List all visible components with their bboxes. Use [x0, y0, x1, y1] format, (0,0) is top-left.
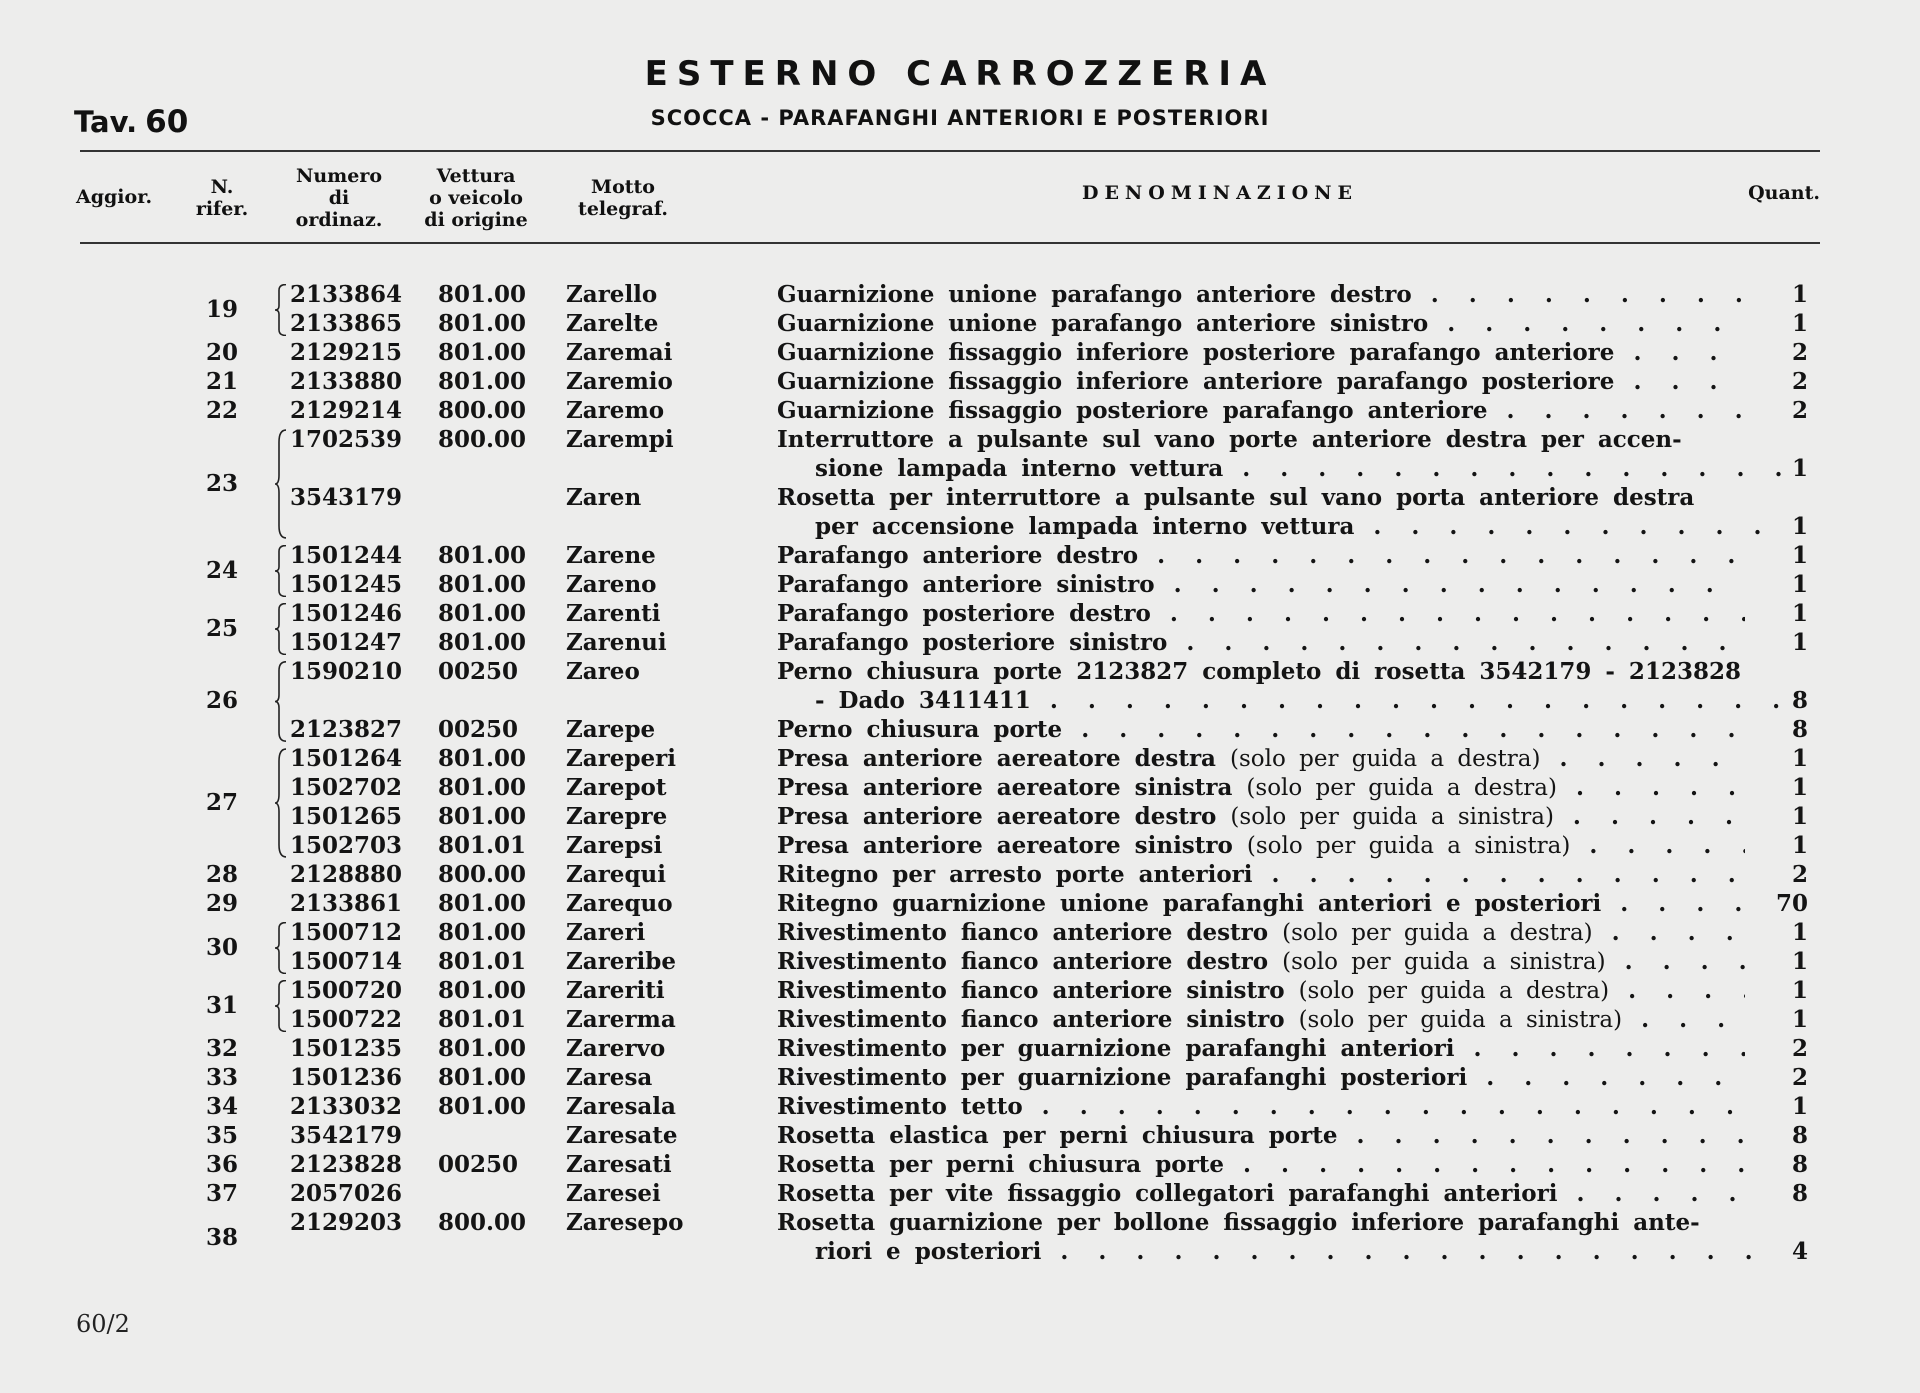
description: [777, 483, 1745, 512]
description-text: Rivestimento fianco anteriore destro: [777, 948, 1269, 975]
description: [777, 338, 1745, 367]
table-row: [0, 454, 1920, 483]
vehicle-origin: 800.00: [438, 1209, 527, 1236]
telegraph-code: Zarepsi: [566, 832, 663, 859]
description-text: Presa anteriore aereatore sinistro: [777, 832, 1233, 859]
vehicle-origin: 801.00: [438, 310, 527, 337]
col-header-quant: Quant.: [1748, 182, 1820, 204]
table-row: [0, 773, 1920, 802]
quantity: 1: [1791, 310, 1808, 337]
table-row: [0, 657, 1920, 686]
order-number: 1502702: [290, 774, 403, 801]
description: [777, 802, 1745, 832]
description-text: - Dado 3411411: [815, 687, 1031, 714]
description: [777, 657, 1745, 686]
quantity: 1: [1791, 948, 1808, 975]
order-number: 1500714: [290, 948, 403, 975]
table-row: [0, 1150, 1920, 1179]
table-row: [0, 1063, 1920, 1092]
table-row: [0, 1179, 1920, 1208]
reference-number: 25: [205, 614, 238, 642]
quantity: 1: [1791, 571, 1808, 598]
telegraph-code: Zarervo: [566, 1035, 666, 1062]
reference-number: 36: [205, 1151, 238, 1178]
reference-number: 28: [205, 861, 238, 888]
description-text: Rivestimento fianco anteriore destro: [777, 919, 1269, 946]
quantity: 8: [1791, 1151, 1808, 1178]
table-row: [0, 338, 1920, 367]
vehicle-origin: 801.00: [438, 977, 527, 1004]
table-row: [0, 367, 1920, 396]
description-text: per accensione lampada interno vettura: [815, 513, 1355, 540]
order-number: 1501236: [290, 1064, 403, 1091]
reference-number: 22: [205, 397, 238, 424]
header-rule-bottom: [80, 242, 1820, 244]
telegraph-code: Zaresate: [566, 1122, 678, 1149]
vehicle-origin: 801.00: [438, 600, 527, 627]
page-number: 60/2: [76, 1310, 130, 1338]
description: [777, 773, 1745, 803]
quantity: 1: [1791, 600, 1808, 627]
description-note: (solo per guida a destra): [1246, 775, 1557, 801]
telegraph-code: Zarenui: [566, 629, 667, 656]
vehicle-origin: 801.00: [438, 890, 527, 917]
description-text: Ritegno guarnizione unione parafanghi anteriori e posteriori: [777, 890, 1602, 917]
telegraph-code: Zarempi: [566, 426, 674, 453]
description-text: Ritegno per arresto porte anteriori: [777, 861, 1253, 888]
table-row: [0, 918, 1920, 947]
vehicle-origin: 801.00: [438, 745, 527, 772]
telegraph-code: Zaren: [566, 484, 642, 511]
description: [777, 1034, 1745, 1063]
quantity: 1: [1791, 977, 1808, 1004]
description: [777, 628, 1745, 657]
order-number: 1702539: [290, 426, 403, 453]
vehicle-origin: 801.00: [438, 281, 527, 308]
description: [777, 599, 1745, 628]
table-row: [0, 715, 1920, 744]
order-number: 2129203: [290, 1209, 403, 1236]
description-text: Perno chiusura porte 2123827 completo di rosetta 3542179 - 2123828: [777, 658, 1741, 685]
order-number: 2129215: [290, 339, 403, 366]
description-text: Rivestimento tetto: [777, 1093, 1023, 1120]
order-number: 2129214: [290, 397, 403, 424]
table-row: [0, 686, 1920, 715]
reference-number: 33: [205, 1064, 238, 1091]
description: [777, 367, 1745, 396]
description: [777, 715, 1745, 744]
table-row: [0, 1005, 1920, 1034]
telegraph-code: Zareno: [566, 571, 657, 598]
reference-number: 24: [205, 556, 238, 584]
vehicle-origin: 801.00: [438, 774, 527, 801]
telegraph-code: Zarello: [566, 281, 658, 308]
quantity: 1: [1791, 745, 1808, 772]
quantity: 70: [1775, 890, 1808, 917]
table-row: [0, 309, 1920, 338]
vehicle-origin: 801.00: [438, 571, 527, 598]
telegraph-code: Zareri: [566, 919, 646, 946]
table-row: [0, 570, 1920, 599]
table-row: [0, 628, 1920, 657]
order-number: 2133880: [290, 368, 403, 395]
telegraph-code: Zaresala: [566, 1093, 676, 1120]
reference-number: 34: [205, 1093, 238, 1120]
description-note: (solo per guida a destra): [1298, 978, 1610, 1004]
vehicle-origin: 801.00: [438, 919, 527, 946]
table-row: [0, 425, 1920, 454]
description-text: Rivestimento per guarnizione parafanghi posteriori: [777, 1064, 1468, 1091]
description-text: Interruttore a pulsante sul vano porte anteriore destra per accen-: [777, 426, 1682, 453]
quantity: 2: [1791, 339, 1808, 366]
description-text: Parafango posteriore sinistro: [777, 629, 1168, 656]
order-number: 2133865: [290, 310, 403, 337]
vehicle-origin: 801.00: [438, 1064, 527, 1091]
quantity: 1: [1791, 513, 1808, 540]
table-row: [0, 483, 1920, 512]
order-number: 1500720: [290, 977, 403, 1004]
vehicle-origin: 800.00: [438, 397, 527, 424]
table-row: [0, 1034, 1920, 1063]
telegraph-code: Zarerma: [566, 1006, 676, 1033]
col-header-rifer: N. rifer.: [195, 176, 249, 220]
table-number: [74, 104, 188, 140]
telegraph-code: Zaresepo: [566, 1209, 684, 1236]
col-header-aggior: Aggior.: [76, 186, 153, 208]
description-text: Parafango posteriore destro: [777, 600, 1151, 627]
description: [777, 1150, 1745, 1179]
description-text: Parafango anteriore sinistro: [777, 571, 1155, 598]
description: [777, 831, 1745, 861]
order-number: 1501265: [290, 803, 403, 830]
vehicle-origin: 801.00: [438, 339, 527, 366]
quantity: 8: [1791, 687, 1808, 714]
vehicle-origin: 801.01: [438, 948, 527, 975]
description-text: Guarnizione fissaggio posteriore parafango anteriore: [777, 397, 1488, 424]
quantity: 8: [1791, 1122, 1808, 1149]
order-number: 2057026: [290, 1180, 403, 1207]
telegraph-code: Zarenti: [566, 600, 661, 627]
telegraph-code: Zarequo: [566, 890, 673, 917]
reference-number: 19: [205, 295, 238, 323]
quantity: 1: [1791, 1093, 1808, 1120]
reference-number: 31: [205, 991, 238, 1019]
vehicle-origin: 00250: [438, 716, 519, 743]
page-title: ESTERNO CARROZZERIA: [644, 54, 1276, 94]
order-number: 3543179: [290, 484, 403, 511]
col-header-vettura: Vettura o veicolo di origine: [424, 165, 528, 231]
table-row: [0, 976, 1920, 1005]
col-header-denominazione: DENOMINAZIONE: [1081, 182, 1359, 204]
description-note: (solo per guida a sinistra): [1246, 833, 1571, 859]
order-number: 1500722: [290, 1006, 403, 1033]
description: [777, 541, 1745, 570]
description-note: (solo per guida a sinistra): [1282, 949, 1606, 975]
description: [777, 947, 1745, 977]
vehicle-origin: 801.00: [438, 629, 527, 656]
quantity: 1: [1791, 1006, 1808, 1033]
table-row: [0, 1237, 1920, 1266]
description-text: Rosetta elastica per perni chiusura porte: [777, 1122, 1338, 1149]
description: [777, 1092, 1745, 1121]
description-note: (solo per guida a sinistra): [1298, 1007, 1623, 1033]
description: [777, 1179, 1745, 1208]
description: [777, 1237, 1783, 1266]
description: [777, 889, 1745, 918]
order-number: 2128880: [290, 861, 403, 888]
order-number: 1501244: [290, 542, 403, 569]
table-number-value: 60: [145, 104, 189, 140]
telegraph-code: Zaremio: [566, 368, 673, 395]
reference-number: 20: [205, 339, 238, 366]
page-subtitle: SCOCCA - PARAFANGHI ANTERIORI E POSTERIORI: [650, 106, 1270, 130]
quantity: 2: [1791, 368, 1808, 395]
table-row: [0, 512, 1920, 541]
quantity: 1: [1791, 803, 1808, 830]
description-text: Guarnizione unione parafango anteriore sinistro: [777, 310, 1429, 337]
order-number: 1501247: [290, 629, 403, 656]
description-text: Perno chiusura porte: [777, 716, 1063, 743]
telegraph-code: Zarelte: [566, 310, 659, 337]
vehicle-origin: 801.00: [438, 803, 527, 830]
description-text: Rivestimento fianco anteriore sinistro: [777, 1006, 1285, 1033]
quantity: 2: [1791, 1064, 1808, 1091]
description-text: Presa anteriore aereatore destro: [777, 803, 1217, 830]
description: [777, 1063, 1745, 1092]
description: [777, 1121, 1745, 1150]
table-row: [0, 541, 1920, 570]
table-row: [0, 1121, 1920, 1150]
quantity: 2: [1791, 861, 1808, 888]
description: [777, 1208, 1745, 1237]
quantity: 1: [1791, 455, 1808, 482]
description-text: Rosetta per vite fissaggio collegatori parafanghi anteriori: [777, 1180, 1558, 1207]
reference-number: 35: [205, 1122, 238, 1149]
description-text: Rosetta per perni chiusura porte: [777, 1151, 1225, 1178]
order-number: 1501245: [290, 571, 403, 598]
description: [777, 570, 1745, 599]
table-row: [0, 947, 1920, 976]
description-text: Parafango anteriore destro: [777, 542, 1139, 569]
order-number: 2133861: [290, 890, 403, 917]
table-row: [0, 802, 1920, 831]
quantity: 2: [1791, 397, 1808, 424]
order-number: 1590210: [290, 658, 403, 685]
table-number-label: Tav.: [74, 105, 138, 139]
description: [777, 512, 1783, 541]
quantity: 8: [1791, 1180, 1808, 1207]
order-number: 2133864: [290, 281, 403, 308]
reference-number: 30: [205, 933, 238, 961]
quantity: 1: [1791, 629, 1808, 656]
reference-number: 29: [205, 890, 238, 917]
description-text: Rosetta guarnizione per bollone fissaggio inferiore parafanghi ante-: [777, 1209, 1700, 1236]
telegraph-code: Zaresa: [566, 1064, 653, 1091]
description: [777, 686, 1783, 715]
quantity: 1: [1791, 919, 1808, 946]
quantity: 4: [1791, 1238, 1808, 1265]
table-row: [0, 1092, 1920, 1121]
telegraph-code: Zareribe: [566, 948, 677, 975]
description: [777, 280, 1745, 309]
telegraph-code: Zarene: [566, 542, 656, 569]
vehicle-origin: 801.00: [438, 1093, 527, 1120]
header-rule-top: [80, 150, 1820, 152]
order-number: 2133032: [290, 1093, 403, 1120]
reference-number: 26: [205, 687, 238, 714]
quantity: 1: [1791, 832, 1808, 859]
telegraph-code: Zareriti: [566, 977, 665, 1004]
description-text: Guarnizione unione parafango anteriore destro: [777, 281, 1412, 308]
table-row: [0, 831, 1920, 860]
description: [777, 860, 1745, 889]
reference-number: 27: [205, 788, 238, 816]
description-text: Guarnizione fissaggio inferiore posteriore parafango anteriore: [777, 339, 1615, 366]
telegraph-code: Zareperi: [566, 745, 677, 772]
description-text: Rosetta per interruttore a pulsante sul vano porta anteriore destra: [777, 484, 1695, 511]
telegraph-code: Zaresati: [566, 1151, 672, 1178]
reference-number: 21: [205, 368, 238, 395]
vehicle-origin: 801.00: [438, 542, 527, 569]
description: [777, 976, 1745, 1006]
description: [777, 744, 1745, 774]
vehicle-origin: 801.00: [438, 1035, 527, 1062]
telegraph-code: Zaremo: [566, 397, 665, 424]
vehicle-origin: 00250: [438, 1151, 519, 1178]
telegraph-code: Zaresei: [566, 1180, 661, 1207]
quantity: 2: [1791, 1035, 1808, 1062]
description: [777, 454, 1783, 483]
description: [777, 1005, 1745, 1035]
order-number: 2123827: [290, 716, 403, 743]
order-number: 1500712: [290, 919, 403, 946]
description-note: (solo per guida a destra): [1229, 746, 1541, 772]
telegraph-code: Zarepe: [566, 716, 656, 743]
description-text: Rivestimento fianco anteriore sinistro: [777, 977, 1285, 1004]
table-row: [0, 396, 1920, 425]
table-row: [0, 889, 1920, 918]
description-text: Presa anteriore aereatore sinistra: [777, 774, 1233, 801]
table-row: [0, 860, 1920, 889]
table-row: [0, 280, 1920, 309]
telegraph-code: Zarepre: [566, 803, 668, 830]
table-row: [0, 744, 1920, 773]
description-text: sione lampada interno vettura: [815, 455, 1224, 482]
order-number: 1501235: [290, 1035, 403, 1062]
col-header-motto: Motto telegraf.: [578, 176, 668, 220]
description-note: (solo per guida a sinistra): [1230, 804, 1554, 830]
vehicle-origin: 00250: [438, 658, 519, 685]
reference-number: 37: [205, 1180, 238, 1207]
order-number: 1501246: [290, 600, 403, 627]
telegraph-code: Zaremai: [566, 339, 673, 366]
description: [777, 425, 1745, 454]
vehicle-origin: 801.01: [438, 1006, 527, 1033]
reference-number: 38: [205, 1223, 238, 1251]
order-number: 3542179: [290, 1122, 403, 1149]
description: [777, 918, 1745, 948]
reference-number: 23: [205, 469, 238, 497]
description-text: Presa anteriore aereatore destra: [777, 745, 1216, 772]
description-text: riori e posteriori: [815, 1238, 1042, 1265]
vehicle-origin: 801.00: [438, 368, 527, 395]
vehicle-origin: 800.00: [438, 861, 527, 888]
description-text: Guarnizione fissaggio inferiore anteriore parafango posteriore: [777, 368, 1615, 395]
table-row: [0, 1208, 1920, 1237]
col-header-ordinaz: Numero di ordinaz.: [295, 165, 383, 231]
order-number: 1502703: [290, 832, 403, 859]
order-number: 1501264: [290, 745, 403, 772]
description: [777, 396, 1745, 425]
order-number: 2123828: [290, 1151, 403, 1178]
description: [777, 309, 1745, 338]
vehicle-origin: 800.00: [438, 426, 527, 453]
description-note: (solo per guida a destra): [1282, 920, 1593, 946]
table-row: [0, 599, 1920, 628]
telegraph-code: Zareo: [566, 658, 640, 685]
quantity: 1: [1791, 542, 1808, 569]
quantity: 1: [1791, 774, 1808, 801]
quantity: 1: [1791, 281, 1808, 308]
quantity: 8: [1791, 716, 1808, 743]
vehicle-origin: 801.01: [438, 832, 527, 859]
telegraph-code: Zarepot: [566, 774, 667, 801]
telegraph-code: Zarequi: [566, 861, 666, 888]
description-text: Rivestimento per guarnizione parafanghi anteriori: [777, 1035, 1455, 1062]
reference-number: 32: [205, 1035, 238, 1062]
